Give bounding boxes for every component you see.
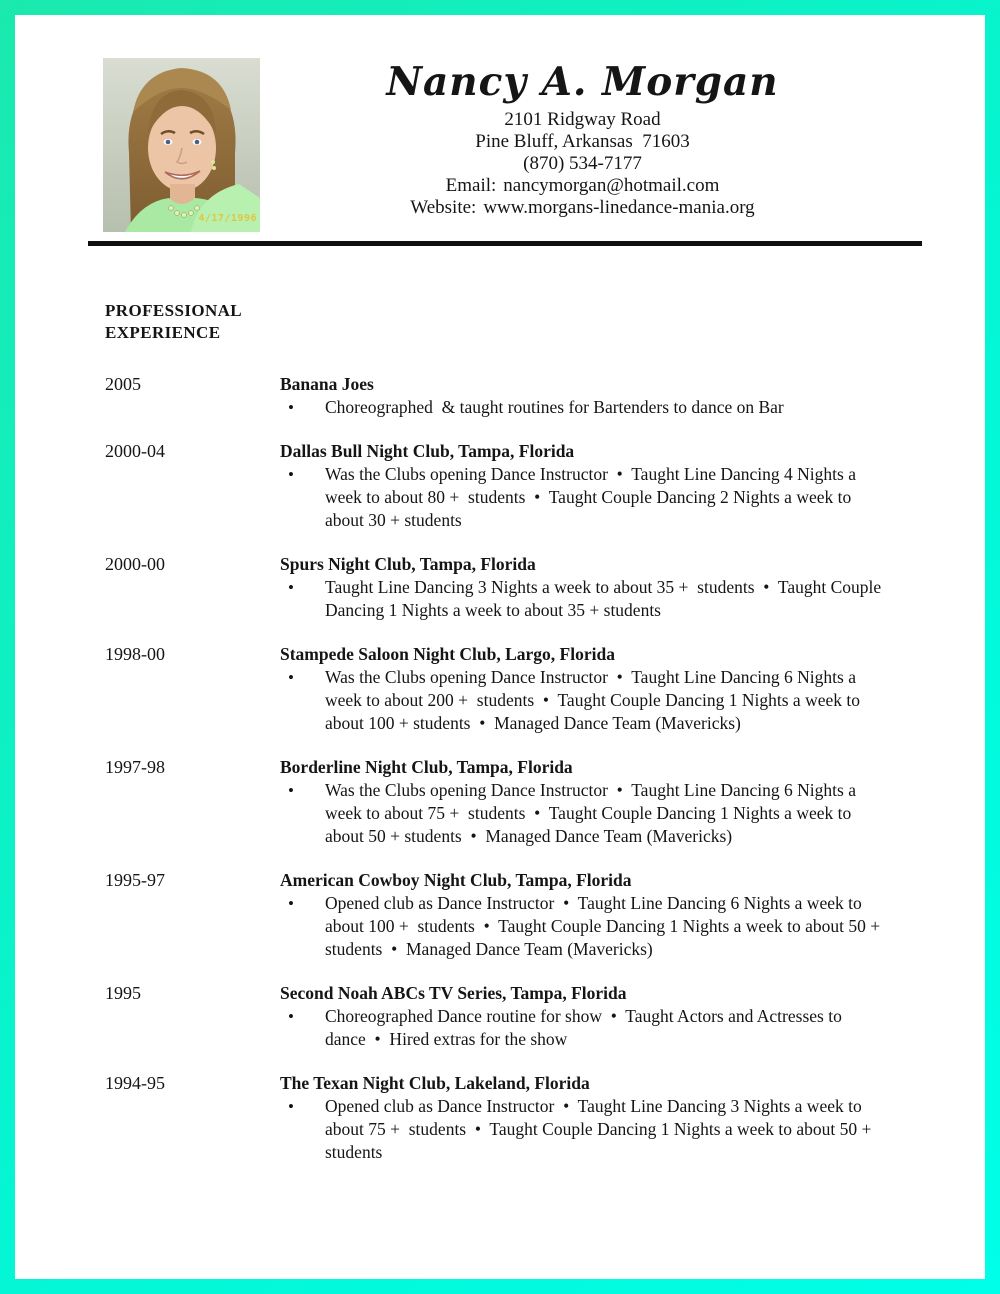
entry-body [280,553,885,622]
section-heading-line2: EXPERIENCE [105,323,221,342]
email-line [245,175,920,197]
bullet-icon: • [288,894,294,913]
bullet-icon: • [288,578,294,597]
website-label: Website: [410,197,477,218]
section-heading-line1: PROFESSIONAL [105,301,243,320]
entry-title: The Texan Night Club, Lakeland, Florida [280,1073,590,1093]
entry-bullet-row [280,463,885,532]
entry-bullet-text: Was the Clubs opening Dance Instructor • Taught Line Dancing 4 Nights a week to about 80 + students • Taught Couple Dancing 2 Nights a week to about 30 + students [325,464,861,530]
entry-title: Second Noah ABCs TV Series, Tampa, Florida [280,983,627,1003]
portrait-illustration [103,58,260,232]
entry-dates: 1994-95 [105,1073,165,1093]
bullet-icon: • [288,398,294,417]
entry-bullet-row [280,1095,885,1164]
entry-bullet-row [280,892,885,961]
entry-bullet-text: Choreographed Dance routine for show • Taught Actors and Actresses to dance • Hired extras for the show [325,1006,847,1049]
experience-entry [105,553,885,622]
experience-entry [105,756,885,848]
bullet-icon: • [288,781,294,800]
entry-dates: 1995 [105,983,141,1003]
photo-date-stamp: 4/17/1996 [198,213,257,224]
entry-bullet-row [280,779,885,848]
bullet-icon: • [288,668,294,687]
entry-bullet-row [280,576,885,622]
entry-dates: 2000-00 [105,554,165,574]
entry-title: Banana Joes [280,374,374,394]
entry-body [280,869,885,961]
experience-entry [105,869,885,961]
entry-body [280,1072,885,1164]
entry-title: Dallas Bull Night Club, Tampa, Florida [280,441,575,461]
bullet-icon: • [288,1097,294,1116]
email-value: nancymorgan@hotmail.com [503,175,720,196]
entry-dates: 1998-00 [105,644,165,664]
entry-dates: 1997-98 [105,757,165,777]
entry-bullet-row [280,396,885,419]
entry-body [280,440,885,532]
entry-bullet-row [280,666,885,735]
entry-bullet-text: Was the Clubs opening Dance Instructor • Taught Line Dancing 6 Nights a week to about 75 + students • Taught Couple Dancing 1 Nights a week to about 50 + students • Managed Dance Team (Mavericks) [325,780,861,846]
entry-title: Spurs Night Club, Tampa, Florida [280,554,536,574]
resume-content [15,15,985,1279]
experience-entry [105,643,885,735]
entry-title: Stampede Saloon Night Club, Largo, Florida [280,644,615,664]
experience-list [105,373,885,1185]
experience-entry [105,982,885,1051]
address-line1: 2101 Ridgway Road [504,109,661,130]
entry-bullet-text: Was the Clubs opening Dance Instructor • Taught Line Dancing 6 Nights a week to about 200 + students • Taught Couple Dancing 1 Nights a week to about 100 + students • Managed Dance Team (Mavericks) [325,667,865,733]
bullet-icon: • [288,1007,294,1026]
entry-dates: 2005 [105,374,141,394]
bullet-icon: • [288,465,294,484]
entry-body [280,373,885,419]
section-heading [105,300,242,344]
experience-entry [105,373,885,419]
phone-number: (870) 534-7177 [523,153,642,174]
entry-bullet-text: Opened club as Dance Instructor • Taught Line Dancing 3 Nights a week to about 75 + students • Taught Couple Dancing 1 Nights a week to about 50 + students [325,1096,876,1162]
entry-body [280,643,885,735]
experience-entry [105,1072,885,1164]
header-divider [88,241,922,246]
entry-bullet-text: Taught Line Dancing 3 Nights a week to about 35 + students • Taught Couple Dancing 1 Nights a week to about 35 + students [325,577,886,620]
entry-dates: 2000-04 [105,441,165,461]
address-line2: Pine Bluff, Arkansas 71603 [475,131,690,152]
email-label: Email: [445,175,497,196]
entry-body [280,756,885,848]
entry-bullet-row [280,1005,885,1051]
entry-title: American Cowboy Night Club, Tampa, Florida [280,870,632,890]
portrait-photo [103,58,260,232]
experience-entry [105,440,885,532]
entry-body [280,982,885,1051]
entry-title: Borderline Night Club, Tampa, Florida [280,757,573,777]
entry-bullet-text: Opened club as Dance Instructor • Taught Line Dancing 6 Nights a week to about 100 + students • Taught Couple Dancing 1 Nights a week to about 50 + students • Managed Dance Team (Mavericks) [325,893,885,959]
entry-bullet-text: Choreographed & taught routines for Bartenders to dance on Bar [325,397,784,417]
contact-block [245,59,920,219]
website-line [245,197,920,219]
person-name: Nancy A. Morgan [386,59,779,105]
website-value: www.morgans-linedance-mania.org [483,197,755,218]
entry-dates: 1995-97 [105,870,165,890]
